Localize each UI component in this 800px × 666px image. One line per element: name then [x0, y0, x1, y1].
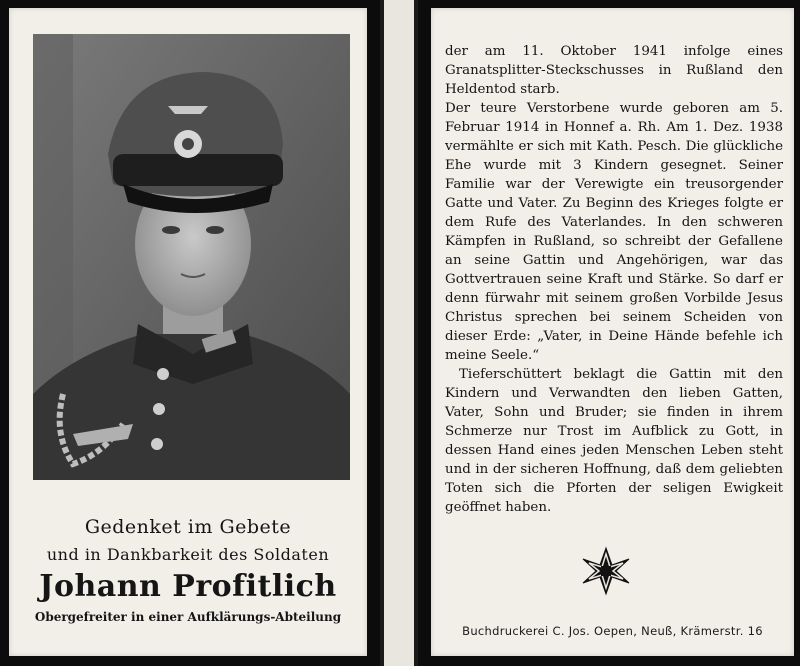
- iron-cross-icon: [581, 546, 631, 596]
- printer-imprint: Buchdruckerei C. Jos. Oepen, Neuß, Krämerstr. 16: [462, 624, 763, 638]
- obituary-paragraph: Der teure Verstorbene wurde geboren am 5. Februar 1914 in Honnef a. Rh. Am 1. Dez. 1938 vermählte er sich mit Kath. Pesch. Die glückliche Ehe wurde mit 3 Kindern gesegnet. Seiner Familie war der Verewigte ein treusorgender Gatte und Vater. Zu Beginn des Krieges folgte er dem Rufe des Vaterlandes. In den schweren Kämpfen in Rußland, so schreibt der Gefallene an seine Gattin und Angehörigen, war das Gottvertrauen seine Kraft und Stärke. So darf er denn fürwahr mit seinem großen Vorbilde Jesus Christus sprechen bei seinem Scheiden von dieser Erde: „Vater, in Deine Hände befehle ich meine Seele.“: [445, 101, 783, 363]
- obituary-paragraph: der am 11. Oktober 1941 infolge eines Granatsplitter-Steckschusses in Rußland den Heldentod starb.: [445, 44, 783, 97]
- soldier-name: Johann Profitlich: [39, 569, 337, 604]
- soldier-portrait-photo: [33, 34, 350, 480]
- left-card-panel: [9, 8, 367, 656]
- obituary-text: [445, 42, 783, 517]
- memorial-subheading: und in Dankbarkeit des Soldaten: [46, 545, 330, 564]
- memorial-heading: Gedenket im Gebete: [84, 516, 292, 538]
- soldier-rank: Obergefreiter in einer Aufklärungs-Abteilung: [34, 610, 342, 624]
- right-card-panel: [431, 8, 794, 656]
- obituary-paragraph: Tieferschüttert beklagt die Gattin mit den Kindern und Verwandten den lieben Gatten, Vater, Sohn und Bruder; sie finden in ihrem Schmerze nur Trost im Aufblick zu Gott, in dessen Hand eines jeden Menschen Leben steht und in der sicheren Hoffnung, daß dem geliebten Toten sich die Pforten der seligen Ewigkeit geöffnet haben.: [445, 367, 783, 515]
- card-fold-strip: [384, 0, 414, 666]
